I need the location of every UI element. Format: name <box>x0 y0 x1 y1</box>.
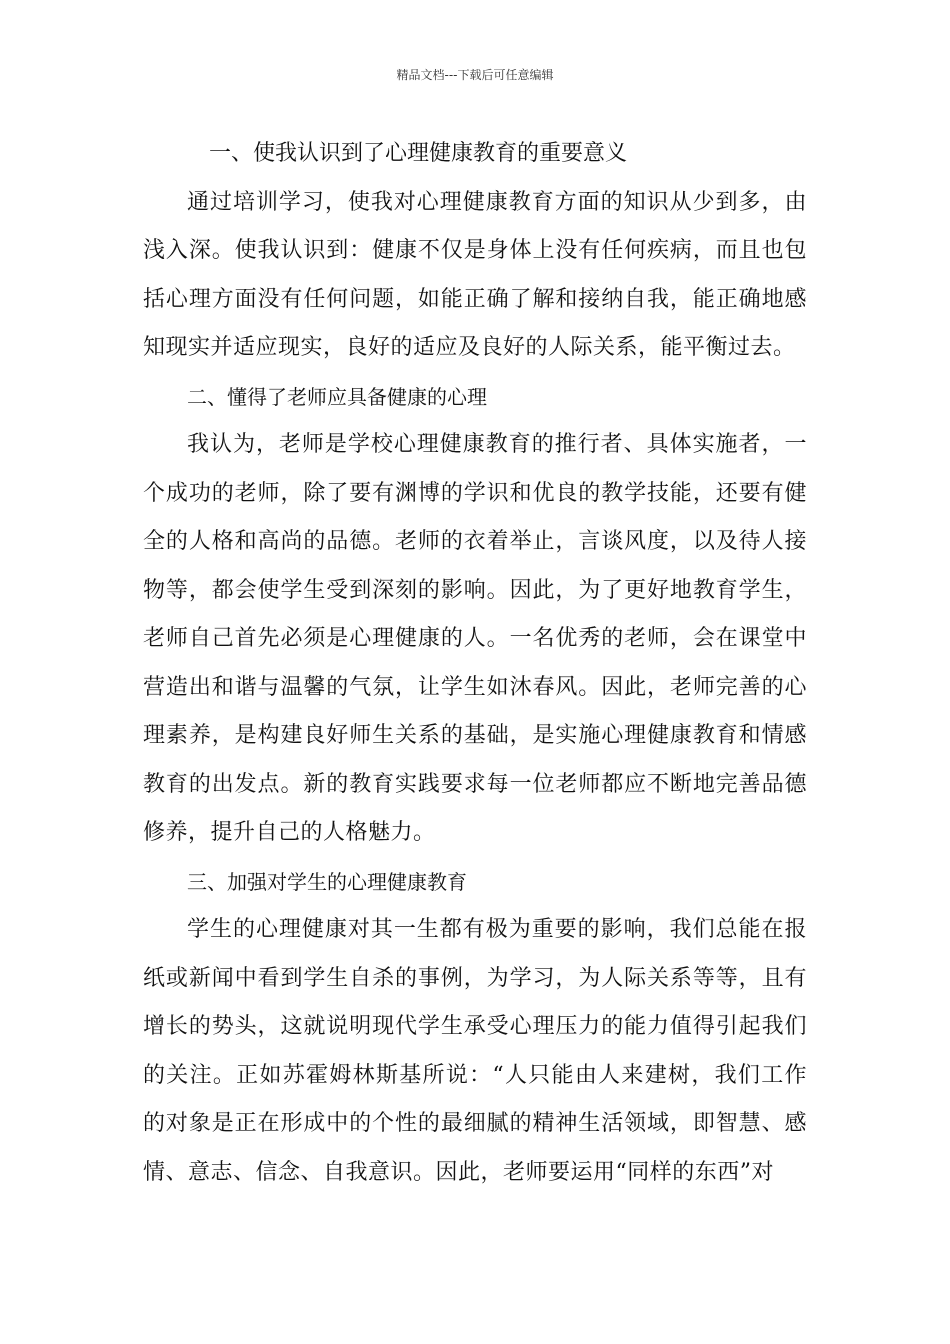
section-paragraph-2: 我认为，老师是学校心理健康教育的推行者、具体实施者，一个成功的老师，除了要有渊博的学识和优良的教学技能，还要有健全的人格和高尚的品德。老师的衣着举止，言谈风度，以及待人接物等，都会使学生受到深刻的影响。因此，为了更好地教育学生，老师自己首先必须是心理健康的人。一名优秀的老师，会在课堂中营造出和谐与温馨的气氛，让学生如沐春风。因此，老师完善的心理素养，是构建良好师生关系的基础，是实施心理健康教育和情感教育的出发点。新的教育实践要求每一位老师都应不断地完善品德修养，提升自己的人格魅力。 <box>143 432 807 845</box>
section-paragraph-1: 通过培训学习，使我对心理健康教育方面的知识从少到多，由浅入深。使我认识到：健康不仅是身体上没有任何疾病，而且也包括心理方面没有任何问题，如能正确了解和接纳自我，能正确地感知现实并适应现实，良好的适应及良好的人际关系，能平衡过去。 <box>143 189 807 360</box>
document-body <box>143 130 807 1197</box>
section-heading-3: 三、加强对学生的心理健康教育 <box>187 869 467 894</box>
page-header: 精品文档---下载后可任意编辑 <box>396 68 554 82</box>
section-heading-2: 二、懂得了老师应具备健康的心理 <box>187 384 487 409</box>
section-paragraph-3: 学生的心理健康对其一生都有极为重要的影响，我们总能在报纸或新闻中看到学生自杀的事例，为学习，为人际关系等等，且有增长的势头，这就说明现代学生承受心理压力的能力值得引起我们的关注。正如苏霍姆林斯基所说：“人只能由人来建树，我们工作的对象是正在形成中的个性的最细腻的精神生活领域，即智慧、感情、意志、信念、自我意识。因此，老师要运用“同样的东西”对 <box>143 917 807 1185</box>
section-heading-1: 一、使我认识到了心理健康教育的重要意义 <box>209 141 628 166</box>
